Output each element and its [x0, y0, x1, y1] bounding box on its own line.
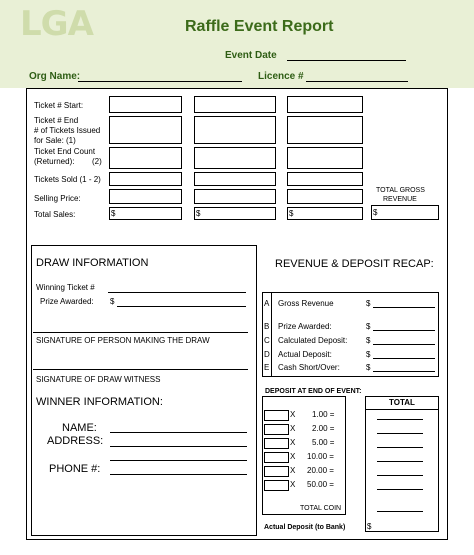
ticket-end-label-1: Ticket # End — [34, 116, 79, 125]
currency-sign: $ — [196, 209, 201, 218]
lga-logo: LGA — [20, 4, 93, 44]
selling-price-cell[interactable] — [109, 189, 182, 204]
coin-value-label: 2.00 = — [312, 424, 335, 433]
currency-sign: $ — [111, 209, 116, 218]
actual-deposit-bank-field[interactable] — [374, 531, 436, 532]
total-sales-cell[interactable] — [194, 207, 276, 220]
times-sign: X — [290, 424, 296, 433]
actual-deposit-bank-label: Actual Deposit (to Bank) — [264, 524, 346, 531]
ticket-end-count-cell[interactable] — [194, 147, 276, 169]
recap-calculated-deposit-label: Calculated Deposit: — [278, 336, 348, 345]
total-sales-cell[interactable] — [109, 207, 182, 220]
coin-total-line[interactable] — [377, 447, 423, 448]
recap-letter-d: D — [264, 350, 270, 359]
recap-gross-revenue-label: Gross Revenue — [278, 299, 334, 308]
recap-cash-short-label: Cash Short/Over: — [278, 363, 340, 372]
times-sign: X — [290, 438, 296, 447]
total-sales-cell[interactable] — [287, 207, 363, 220]
tickets-sold-cell[interactable] — [287, 172, 363, 186]
coin-count-box[interactable] — [264, 410, 289, 421]
event-date-field[interactable] — [287, 60, 406, 61]
currency-sign: $ — [366, 299, 371, 308]
winning-ticket-label: Winning Ticket # — [36, 283, 95, 292]
coin-value-label: 5.00 = — [312, 438, 335, 447]
witness-signature-line[interactable] — [33, 369, 248, 370]
recap-calculated-deposit-field[interactable] — [373, 344, 435, 345]
ticket-end-count-label-2: (Returned): — [34, 157, 75, 166]
ticket-end-cell[interactable] — [109, 116, 182, 144]
coin-value-label: 10.00 = — [307, 452, 334, 461]
winner-phone-label: PHONE #: — [49, 463, 101, 475]
times-sign: X — [290, 480, 296, 489]
ticket-start-cell[interactable] — [194, 96, 276, 113]
prize-awarded-field[interactable] — [117, 306, 246, 307]
recap-letter-c: C — [264, 336, 270, 345]
total-gross-revenue-cell[interactable] — [371, 205, 439, 220]
coin-total-line[interactable] — [377, 461, 423, 462]
ticket-end-count-label-1: Ticket End Count — [34, 147, 96, 156]
currency-sign: $ — [289, 209, 294, 218]
ticket-start-label: Ticket # Start: — [34, 101, 84, 110]
winner-info-heading: WINNER INFORMATION: — [36, 396, 163, 408]
ticket-end-cell[interactable] — [194, 116, 276, 144]
total-gross-label-1: TOTAL GROSS — [376, 187, 425, 194]
winner-phone-field[interactable] — [110, 474, 247, 475]
currency-sign: $ — [110, 297, 115, 306]
times-sign: X — [290, 452, 296, 461]
total-coin-line[interactable] — [377, 511, 423, 512]
currency-sign: $ — [366, 336, 371, 345]
signature-witness-label: SIGNATURE OF DRAW WITNESS — [36, 375, 161, 384]
ticket-end-cell[interactable] — [287, 116, 363, 144]
coin-count-box[interactable] — [264, 438, 289, 449]
recap-letter-e: E — [264, 363, 270, 372]
recap-letter-b: B — [264, 322, 270, 331]
coin-total-line[interactable] — [377, 489, 423, 490]
tickets-sold-cell[interactable] — [194, 172, 276, 186]
currency-sign: $ — [366, 363, 371, 372]
total-sales-label: Total Sales: — [34, 210, 76, 219]
recap-prize-awarded-label: Prize Awarded: — [278, 322, 332, 331]
signature-person-label: SIGNATURE OF PERSON MAKING THE DRAW — [36, 336, 210, 345]
total-gross-label-2: REVENUE — [383, 196, 417, 203]
coin-total-line[interactable] — [377, 475, 423, 476]
total-coin-label: TOTAL COIN — [300, 505, 342, 512]
recap-letter-a: A — [264, 299, 270, 308]
currency-sign: $ — [366, 350, 371, 359]
times-sign: X — [290, 466, 296, 475]
winner-name-label: NAME: — [62, 422, 97, 434]
currency-sign: $ — [367, 522, 372, 531]
currency-sign: $ — [373, 208, 378, 217]
coin-count-box[interactable] — [264, 424, 289, 435]
ticket-end-count-cell[interactable] — [109, 147, 182, 169]
ticket-end-label-2: # of Tickets Issued — [34, 126, 101, 135]
selling-price-cell[interactable] — [287, 189, 363, 204]
prize-awarded-label: Prize Awarded: — [40, 297, 94, 306]
licence-field[interactable] — [306, 81, 408, 82]
selling-price-cell[interactable] — [194, 189, 276, 204]
total-heading: TOTAL — [389, 398, 415, 407]
recap-actual-deposit-label: Actual Deposit: — [278, 350, 332, 359]
event-date-label: Event Date — [225, 50, 277, 61]
report-title: Raffle Event Report — [185, 18, 334, 35]
coin-total-line[interactable] — [377, 419, 423, 420]
coin-value-label: 50.00 = — [307, 480, 334, 489]
recap-cash-short-field[interactable] — [373, 371, 435, 372]
coin-count-box[interactable] — [264, 480, 289, 491]
selling-price-label: Selling Price: — [34, 194, 81, 203]
winner-address-field[interactable] — [110, 446, 247, 447]
ticket-end-count-cell[interactable] — [287, 147, 363, 169]
recap-actual-deposit-field[interactable] — [373, 358, 435, 359]
winner-address-label: ADDRESS: — [47, 435, 104, 447]
recap-prize-awarded-field[interactable] — [373, 330, 435, 331]
winner-name-field[interactable] — [110, 432, 247, 433]
ticket-start-cell[interactable] — [109, 96, 182, 113]
ticket-end-label-3: for Sale: (1) — [34, 136, 76, 145]
ticket-end-count-label-3: (2) — [92, 157, 102, 166]
recap-heading: REVENUE & DEPOSIT RECAP: — [275, 258, 434, 270]
coin-count-box[interactable] — [264, 466, 289, 477]
licence-label: Licence # — [258, 71, 304, 82]
winner-address-field-2[interactable] — [110, 460, 247, 461]
ticket-start-cell[interactable] — [287, 96, 363, 113]
org-name-field[interactable] — [78, 81, 242, 82]
winning-ticket-field[interactable] — [108, 292, 246, 293]
draw-info-heading: DRAW INFORMATION — [36, 257, 149, 269]
org-name-label: Org Name: — [29, 71, 81, 82]
tickets-sold-label: Tickets Sold (1 - 2) — [34, 175, 101, 184]
recap-gross-revenue-field[interactable] — [373, 307, 435, 308]
tickets-sold-cell[interactable] — [109, 172, 182, 186]
currency-sign: $ — [366, 322, 371, 331]
coin-value-label: 20.00 = — [307, 466, 334, 475]
signature-line[interactable] — [33, 332, 248, 333]
deposit-heading: DEPOSIT AT END OF EVENT: — [265, 388, 362, 395]
coin-count-box[interactable] — [264, 452, 289, 463]
times-sign: X — [290, 410, 296, 419]
coin-total-line[interactable] — [377, 433, 423, 434]
coin-value-label: 1.00 = — [312, 410, 335, 419]
